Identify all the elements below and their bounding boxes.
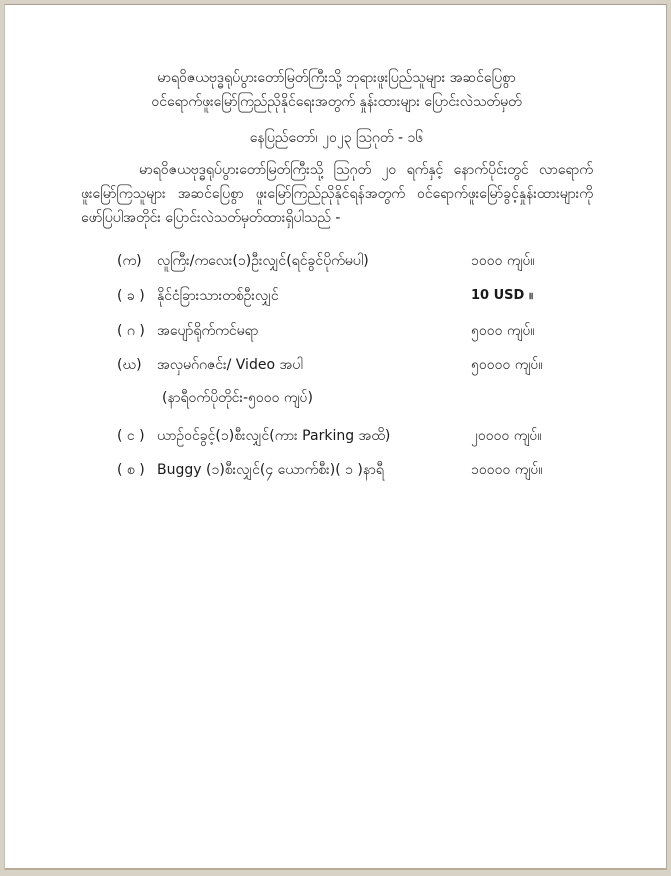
fee-item: အပျော်ရိုက်ကင်မရာ — [157, 323, 259, 339]
fee-item: ယာဉ်ဝင်ခွင့်(၁)စီးလျှင်(ကား Parking အထိ) — [157, 428, 391, 444]
fee-price: ၅၀၀၀ ကျပ်။ — [471, 323, 535, 339]
title-line-1: မာရဝိဇယဗုဒ္ဓရုပ်ပွားတော်မြတ်ကြီးသို့ ဘုရားဖူးပြည်သူများ အဆင်ပြေစွာ — [157, 70, 516, 86]
title-line-2: ဝင်ရောက်ဖူးမြော်ကြည်ညိုနိုင်ရေးအတွက် နှုန်းထားများ ပြောင်းလဲသတ်မှတ် — [151, 94, 522, 110]
fee-price: 10 USD ။ — [471, 288, 533, 303]
fee-mark: ( စ ) — [117, 462, 145, 478]
fee-price: ၂၀၀၀၀ ကျပ်။ — [471, 428, 542, 444]
fee-mark: ( င ) — [117, 428, 145, 444]
fee-mark: ( ဂ ) — [117, 323, 145, 339]
fee-item: နိုင်ငံခြားသားတစ်ဦးလျှင် — [157, 288, 279, 304]
document-page — [4, 4, 667, 870]
fee-item: အလှမဂ်ဂဇင်း/ Video အပါ — [157, 357, 303, 373]
fee-item: လူကြီး/ကလေး(၁)ဦးလျှင်(ရင်ခွင်ပိုက်မပါ) — [157, 253, 369, 269]
intro-paragraph: မာရဝိဇယဗုဒ္ဓရုပ်ပွားတော်မြတ်ကြီးသို့ ဩဂုတ် ၂၀ ရက်နှင့် နောက်ပိုင်းတွင် လာရောက်ဖူးမြော်ကြသူများ အဆင်ပြေစွာ ဖူးမြော်ကြည်ညိုနိုင်ရန်အတွက် ဝင်ရောက်ဖူးမြော်ခွင့်နှုန်းထားများကို ဖော်ပြပါအတိုင်း ပြောင်းလဲသတ်မှတ်ထားရှိပါသည် - — [81, 162, 593, 226]
fee-price: ၁၀၀၀၀ ကျပ်။ — [471, 462, 543, 478]
fee-price: ၁၀၀၀ ကျပ်။ — [471, 253, 535, 269]
fee-mark: (က) — [117, 253, 142, 269]
fee-item: Buggy (၁)စီးလျှင်(၄ ယောက်စီး)( ၁ )နာရီ — [157, 462, 384, 478]
date-line: နေပြည်တော်၊ ၂၀၂၃ ဩဂုတ် - ၁၆ — [249, 130, 424, 146]
fee-price: ၅၀၀၀၀ ကျပ်။ — [471, 357, 543, 373]
hourly-note: (နာရီဝက်ပိုတိုင်း-၅၀၀၀ ကျပ်) — [162, 390, 313, 406]
fee-mark: ( ခ ) — [117, 288, 145, 304]
fee-mark: (ဃ) — [117, 357, 142, 373]
